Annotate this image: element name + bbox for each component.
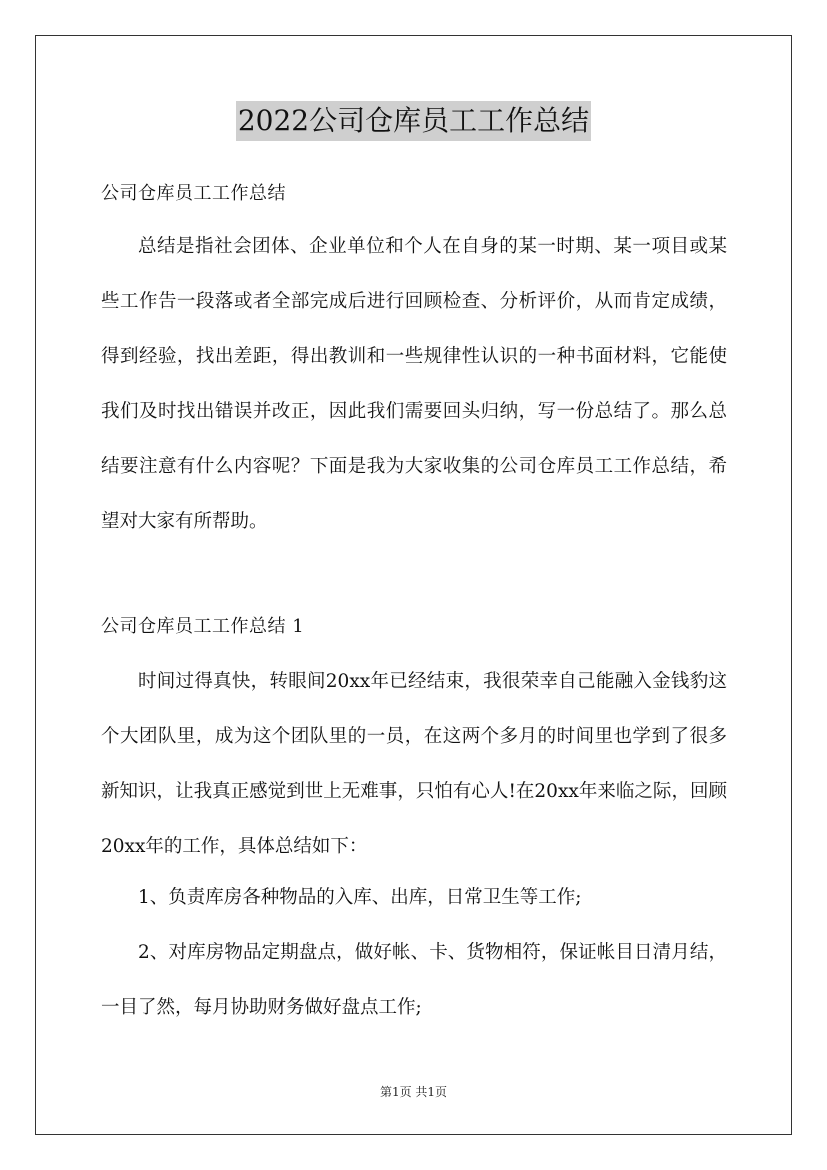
list-item-1: 1、负责库房各种物品的入库、出库，日常卫生等工作; [138,887,582,908]
document-title: 2022公司仓库员工工作总结 [236,101,591,141]
list-item-2: 2、对库房物品定期盘点，做好帐、卡、货物相符，保证帐目日清月结，一目了然，每月协助财务做好盘点工作; [101,942,727,1018]
intro-paragraph: 总结是指社会团体、企业单位和个人在自身的某一时期、某一项目或某些工作告一段落或者全部完成后进行回顾检查、分析评价，从而肯定成绩，得到经验，找出差距，得出教训和一些规律性认识的一种书面材料，它能使我们及时找出错误并改正，因此我们需要回头归纳，写一份总结了。那么总结要注意有什么内容呢？下面是我为大家收集的公司仓库员工工作总结，希望对大家有所帮助。 [101,236,727,532]
section-1-paragraph: 时间过得真快，转眼间20xx年已经结束，我很荣幸自己能融入金钱豹这个大团队里，成为这个团队里的一员，在这两个多月的时间里也学到了很多新知识，让我真正感觉到世上无难事，只怕有心人!在20xx年来临之际，回顾20xx年的工作，具体总结如下： [101,671,727,857]
section-heading-1: 公司仓库员工工作总结 1 [101,616,305,637]
page-number-footer: 第1页 共1页 [379,1085,448,1099]
intro-heading: 公司仓库员工工作总结 [101,183,286,204]
title-container [0,101,827,141]
